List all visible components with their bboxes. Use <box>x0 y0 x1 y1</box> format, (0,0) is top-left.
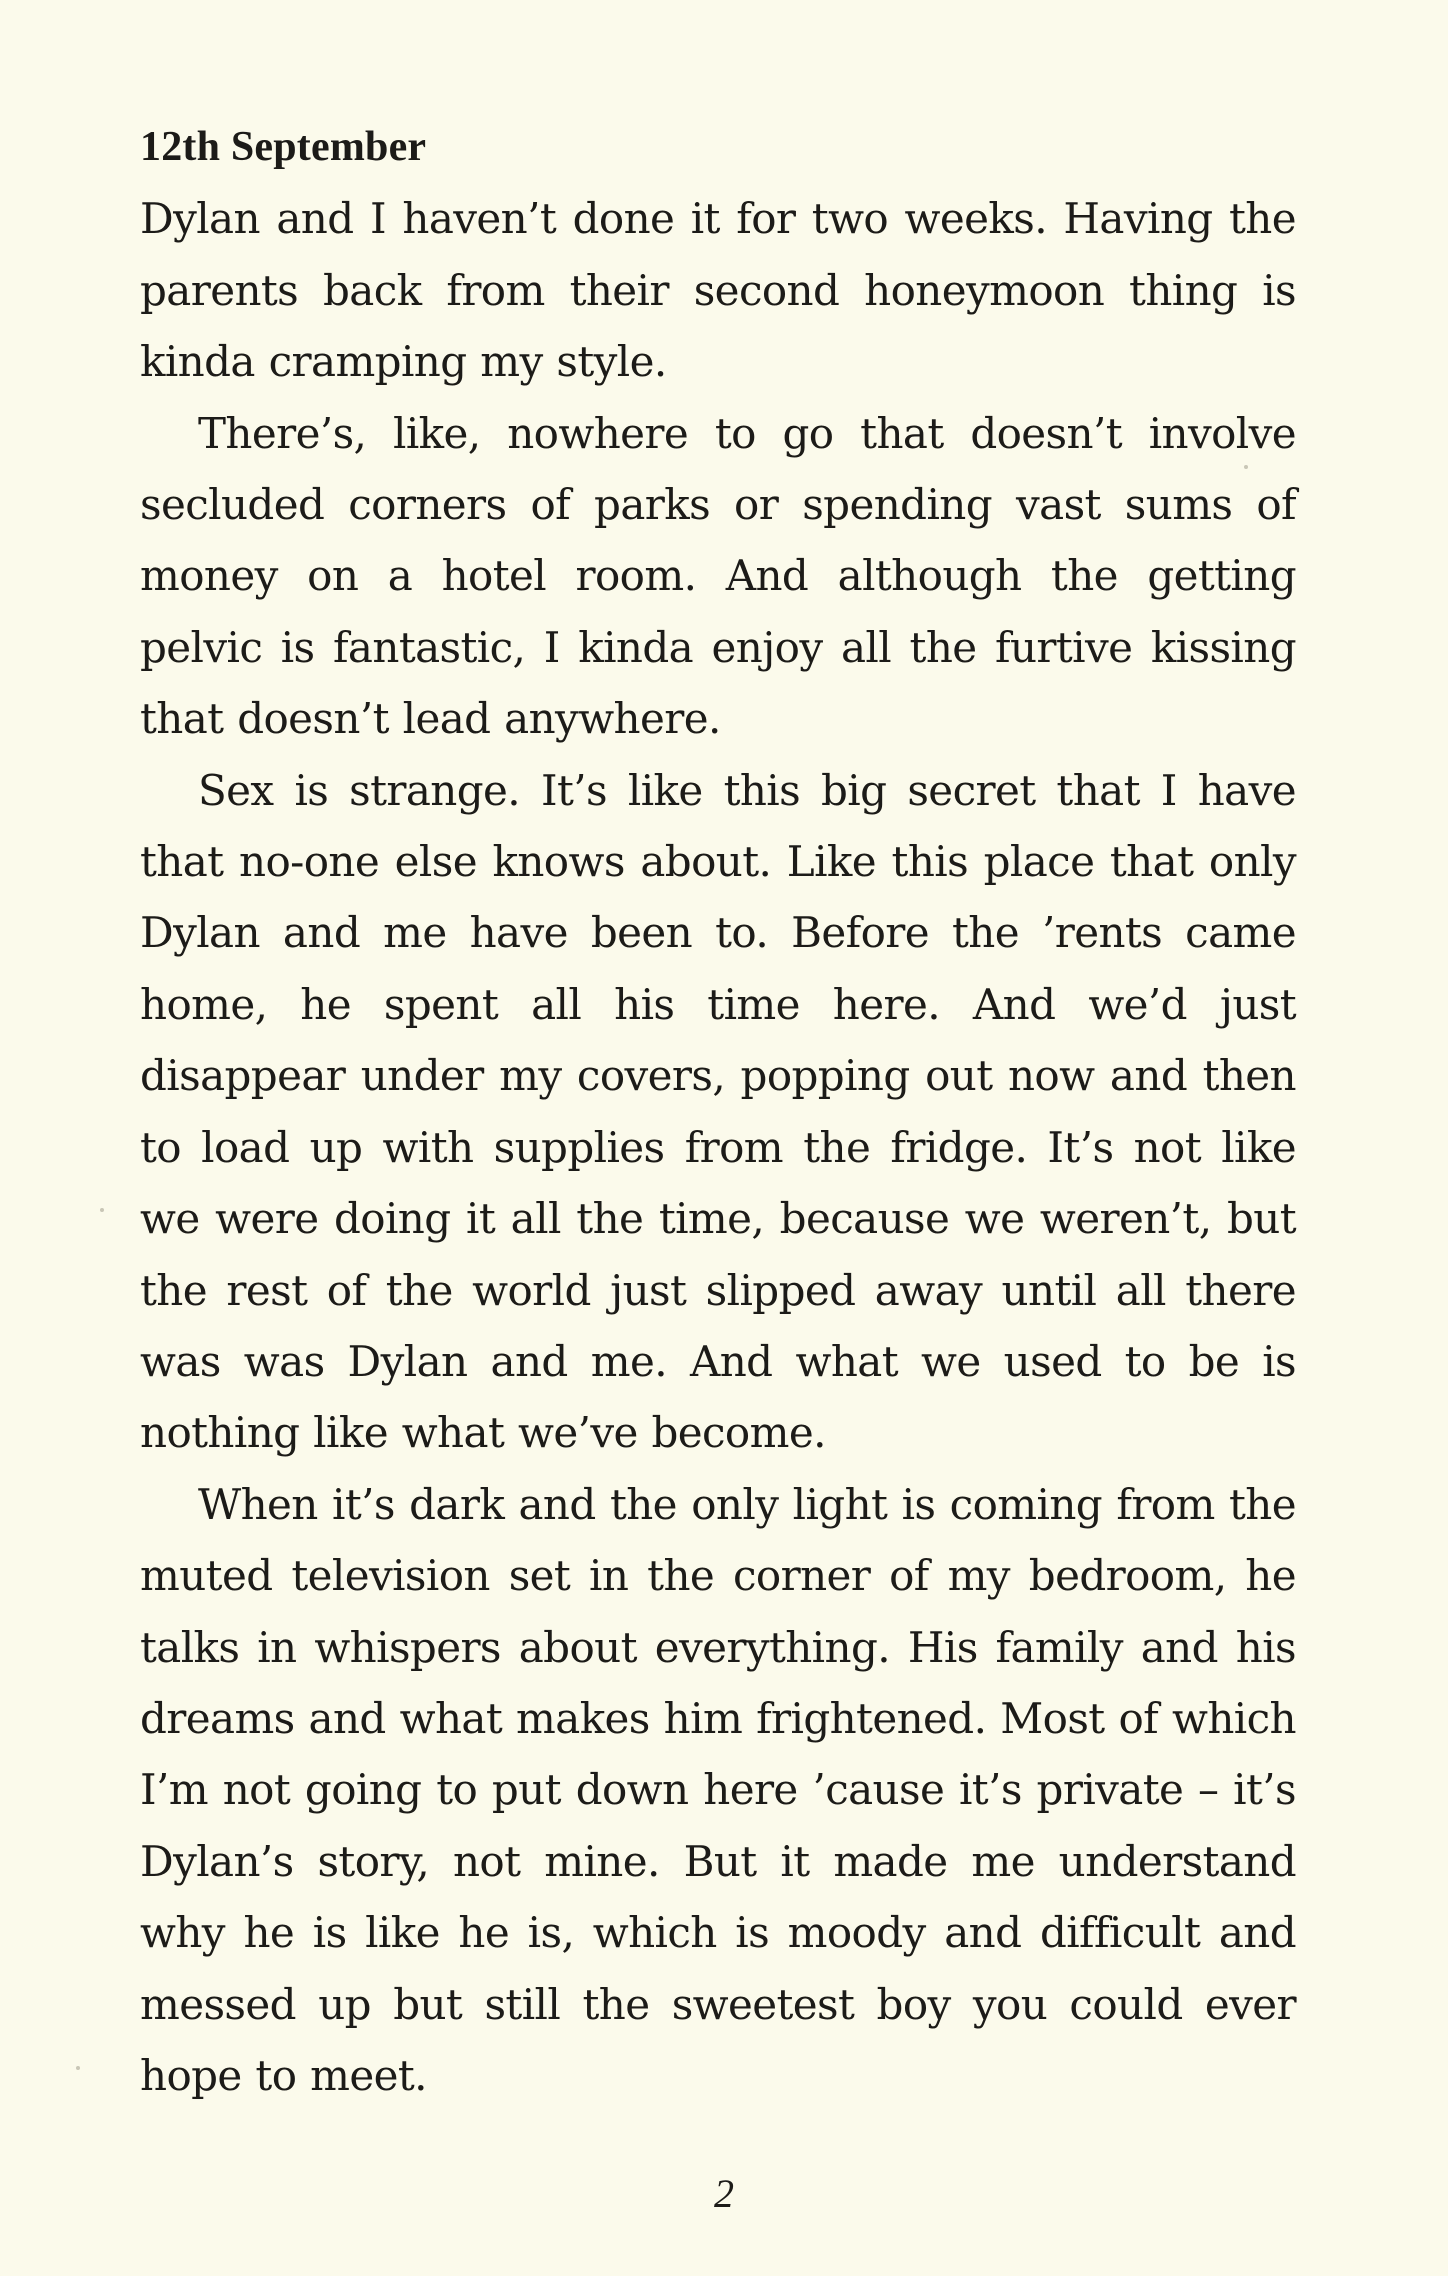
paragraph-2: There’s, like, nowhere to go that doesn’t involve secluded corners of parks or spending vast sums of money on a hotel room. And although the getting pelvic is fantastic, I kinda enjoy all the furtive kissing that doesn’t lead anywhere. <box>140 408 1296 744</box>
paragraph-4: When it’s dark and the only light is coming from the muted television set in the corner of my bedroom, he talks in whispers about everything. His family and his dreams and what makes him frightened. Most of which I’m not going to put down here ’cause it’s private – it’s Dylan’s story, not mine. But it made me understand why he is like he is, which is moody and difficult and messed up but still the sweetest boy you could ever hope to meet. <box>140 1479 1296 2100</box>
entry-date-heading: 12th September <box>140 124 427 170</box>
paragraph-3: Sex is strange. It’s like this big secret that I have that no-one else knows about. Like this place that only Dylan and me have been to. Before the ’rents came home, he spent all his time here. And we’d just disappear under my covers, popping out now and then to load up with supplies from the fridge. It’s not like we were doing it all the time, because we weren’t, but the rest of the world just slipped away until all there was was Dylan and me. And what we used to be is nothing like what we’ve become. <box>140 765 1296 1458</box>
paper-speck <box>100 1208 104 1212</box>
diary-entry <box>140 112 1296 2111</box>
page-number: 2 <box>714 2171 734 2216</box>
paragraph-1: Dylan and I haven’t done it for two weeks. Having the parents back from their second honeymoon thing is kinda cramping my style. <box>140 194 1296 387</box>
paper-speck <box>76 2066 80 2070</box>
paper-speck <box>1244 465 1248 469</box>
